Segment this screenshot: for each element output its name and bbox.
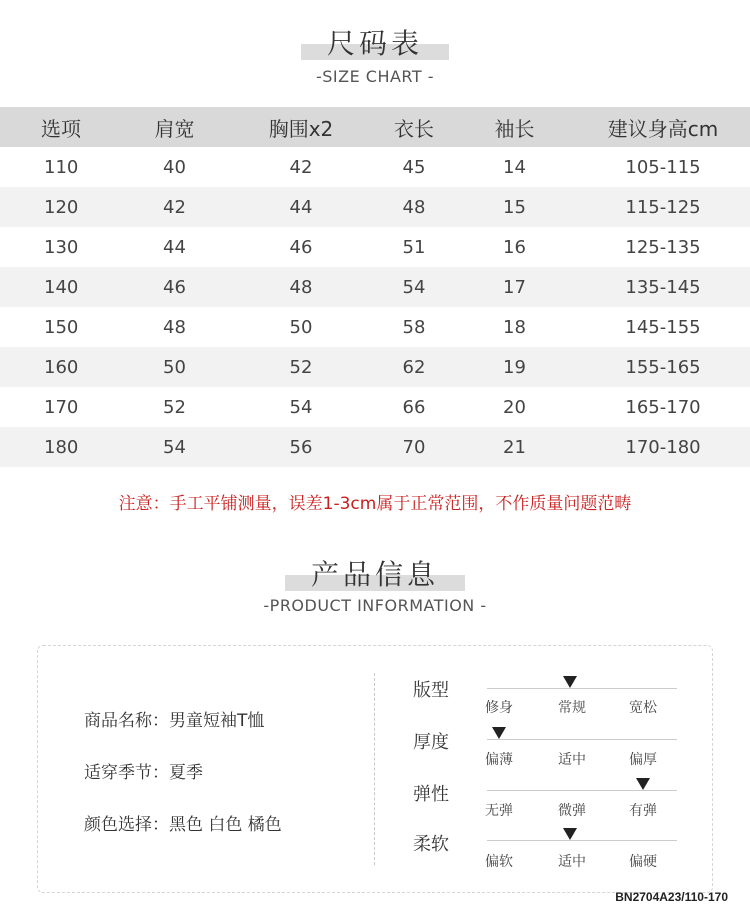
cell-size: 110 <box>44 156 79 178</box>
cell-sleeve: 21 <box>453 427 576 467</box>
attr-option: 有弹 <box>629 803 657 819</box>
cell-chest: 48 <box>227 267 375 307</box>
product-info-subtitle: -PRODUCT INFORMATION - <box>263 596 487 615</box>
attr-label-elasticity: 弹性 <box>413 784 449 805</box>
product-info-title: 产品信息 <box>310 558 439 591</box>
attr-option: 偏厚 <box>629 752 657 768</box>
cell-length: 62 <box>375 347 453 387</box>
cell-height: 165-170 <box>625 396 701 418</box>
selected-marker-icon <box>563 828 577 840</box>
cell-sleeve: 18 <box>503 316 526 338</box>
cell-length: 48 <box>375 187 453 227</box>
cell-height: 125-135 <box>625 236 701 258</box>
attr-option: 常规 <box>558 700 586 716</box>
size-table <box>0 107 750 467</box>
cell-shoulder: 42 <box>122 187 227 227</box>
cell-sleeve: 19 <box>453 347 576 387</box>
header-height: 建议身高cm <box>576 107 750 147</box>
cell-shoulder: 40 <box>163 156 186 178</box>
cell-size: 170 <box>44 396 79 418</box>
cell-chest: 46 <box>289 236 313 258</box>
cell-shoulder: 54 <box>122 427 227 467</box>
header-sleeve: 袖长 <box>453 107 576 147</box>
attr-option: 无弹 <box>485 803 513 819</box>
cell-chest: 50 <box>289 316 313 338</box>
cell-height: 105-115 <box>625 156 701 178</box>
measurement-note: 注意：手工平铺测量，误差1-3cm属于正常范围，不作质量问题范畴 <box>118 494 632 514</box>
cell-shoulder: 44 <box>163 236 186 258</box>
table-row <box>0 147 750 187</box>
cell-length: 54 <box>375 267 453 307</box>
cell-size: 180 <box>0 427 122 467</box>
attr-option: 宽松 <box>629 700 657 716</box>
cell-shoulder: 50 <box>122 347 227 387</box>
attr-scale-line <box>487 739 677 740</box>
cell-sleeve: 20 <box>503 396 526 418</box>
cell-chest: 56 <box>227 427 375 467</box>
attr-option: 适中 <box>558 752 586 768</box>
cell-length: 51 <box>402 236 426 258</box>
header-option: 选项 <box>0 107 122 147</box>
cell-size: 130 <box>44 236 79 258</box>
selected-marker-icon <box>563 676 577 688</box>
attr-option: 适中 <box>558 854 586 870</box>
header-chest: 胸围x2 <box>227 107 375 147</box>
cell-sleeve: 17 <box>453 267 576 307</box>
product-season: 适穿季节：夏季 <box>84 763 203 783</box>
cell-sleeve: 16 <box>503 236 526 258</box>
selected-marker-icon <box>492 727 506 739</box>
attr-scale-line <box>487 688 677 689</box>
cell-height: 115-125 <box>576 187 750 227</box>
cell-size: 140 <box>0 267 122 307</box>
header-shoulder: 肩宽 <box>122 107 227 147</box>
table-row <box>0 267 750 307</box>
cell-length: 66 <box>402 396 426 418</box>
selected-marker-icon <box>636 778 650 790</box>
cell-sleeve: 15 <box>453 187 576 227</box>
attr-option: 修身 <box>485 700 513 716</box>
attr-option: 偏软 <box>485 854 513 870</box>
size-table-header <box>0 107 750 147</box>
table-row <box>0 187 750 227</box>
cell-chest: 44 <box>227 187 375 227</box>
table-row <box>0 307 750 347</box>
attr-option: 偏薄 <box>485 752 513 768</box>
attr-label-fit: 版型 <box>413 680 449 701</box>
cell-size: 120 <box>0 187 122 227</box>
table-row <box>0 387 750 427</box>
cell-height: 135-145 <box>576 267 750 307</box>
size-chart-heading <box>0 22 750 62</box>
attr-label-thickness: 厚度 <box>413 732 449 753</box>
attr-option: 微弹 <box>558 803 586 819</box>
size-chart-title: 尺码表 <box>326 27 423 60</box>
attr-option: 偏硬 <box>629 854 657 870</box>
cell-length: 70 <box>375 427 453 467</box>
cell-sleeve: 14 <box>503 156 526 178</box>
product-name: 商品名称：男童短袖T恤 <box>84 711 265 731</box>
cell-chest: 52 <box>227 347 375 387</box>
product-info-heading <box>0 553 750 593</box>
table-row <box>0 347 750 387</box>
attr-scale-line <box>487 840 677 841</box>
cell-chest: 42 <box>289 156 313 178</box>
attr-label-softness: 柔软 <box>413 834 449 855</box>
table-row <box>0 427 750 467</box>
cell-length: 45 <box>402 156 426 178</box>
attr-scale-line <box>487 790 677 791</box>
cell-size: 160 <box>0 347 122 387</box>
panel-divider <box>374 673 375 865</box>
cell-chest: 54 <box>289 396 313 418</box>
cell-shoulder: 48 <box>163 316 186 338</box>
cell-shoulder: 46 <box>122 267 227 307</box>
cell-length: 58 <box>402 316 426 338</box>
cell-shoulder: 52 <box>163 396 186 418</box>
product-code: BN2704A23/110-170 <box>615 890 728 904</box>
header-length: 衣长 <box>375 107 453 147</box>
size-chart-subtitle: -SIZE CHART - <box>315 67 435 86</box>
cell-height: 170-180 <box>576 427 750 467</box>
product-colors: 颜色选择：黑色 白色 橘色 <box>84 815 282 835</box>
cell-height: 145-155 <box>625 316 701 338</box>
cell-height: 155-165 <box>576 347 750 387</box>
table-row <box>0 227 750 267</box>
cell-size: 150 <box>44 316 79 338</box>
